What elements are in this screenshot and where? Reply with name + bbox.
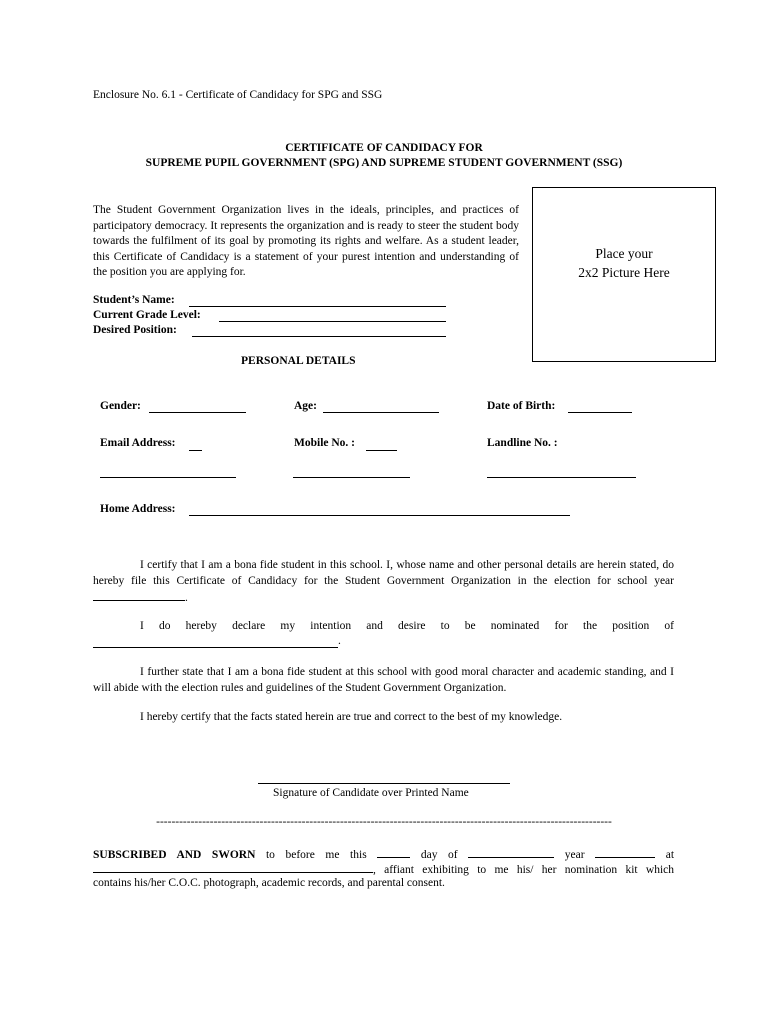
grade-level-label: Current Grade Level: (93, 309, 201, 321)
photo-box-line-2: 2x2 Picture Here (578, 265, 670, 280)
school-year-line[interactable] (93, 589, 185, 601)
further-paragraph: I further state that I am a bona fide student at this school with good moral character and academic standing, and I will abide with the election rules and guidelines of the Student Government Organization. (93, 666, 674, 694)
oath-month-line[interactable] (468, 846, 554, 858)
dob-line[interactable] (568, 412, 632, 413)
mobile-line[interactable] (293, 477, 410, 478)
position-period: . (338, 635, 341, 647)
title-line-2: SUPREME PUPIL GOVERNMENT (SPG) AND SUPREME STUDENT GOVERNMENT (SSG) (145, 157, 623, 169)
position-line[interactable] (93, 647, 338, 648)
oath-to-before: to before me this (265, 849, 367, 861)
separator: ----------------------------------------------------------------------------------------------------------------------- (156, 816, 612, 828)
certify-text: I certify that I am a bona fide student in this school. I, whose name and other personal details are herein stated, do hereby file this Certificate of Candidacy for the Student Government Organization in the election for (93, 559, 674, 587)
student-name-line[interactable] (189, 306, 446, 307)
period: . (185, 592, 188, 604)
dob-label: Date of Birth: (487, 400, 556, 412)
email-line-short[interactable] (189, 450, 202, 451)
desired-position-label: Desired Position: (93, 324, 177, 336)
age-label: Age: (294, 400, 317, 412)
oath-day-of: day of (420, 849, 458, 861)
home-address-line[interactable] (189, 515, 570, 516)
enclosure-label: Enclosure No. 6.1 - Certificate of Candidacy for SPG and SSG (93, 89, 383, 101)
mobile-line-short[interactable] (366, 450, 397, 451)
school-year-label: school year (617, 574, 674, 587)
oath-line-3: contains his/her C.O.C. photograph, academic records, and parental consent. (93, 877, 445, 889)
gender-label: Gender: (100, 400, 141, 412)
intro-paragraph: The Student Government Organization lives in the ideals, principles, and practices of participatory democracy. It represents the organization and is ready to steer the student body towards the fulfilment of its goal by promoting its rights and welfare. As a student leader, this Certificate of Candidacy is a statement of your purest intention and understanding of the position you are applying for. (93, 204, 519, 278)
landline-line[interactable] (487, 477, 636, 478)
oath-affiant: , affiant exhibiting to me his/ her nomination kit which (373, 864, 674, 876)
mobile-label: Mobile No. : (294, 437, 356, 449)
email-label: Email Address: (100, 437, 176, 449)
certify-paragraph (93, 558, 674, 607)
hereby-paragraph: I hereby certify that the facts stated herein are true and correct to the best of my knowledge. (140, 711, 563, 723)
photo-box (532, 187, 716, 362)
declare-text: I do hereby declare my intention and desire to be nominated for the position of (140, 620, 674, 632)
oath-day-line[interactable] (377, 846, 410, 858)
oath-line-2 (93, 861, 674, 876)
personal-details-heading: PERSONAL DETAILS (241, 355, 356, 367)
oath-place-line[interactable] (93, 861, 373, 873)
oath-at: at (665, 849, 675, 861)
landline-label: Landline No. : (487, 437, 558, 449)
signature-caption: Signature of Candidate over Printed Name (273, 787, 469, 799)
photo-box-line-1: Place your (595, 246, 653, 261)
desired-position-line[interactable] (192, 336, 446, 337)
email-line[interactable] (100, 477, 236, 478)
grade-level-line[interactable] (219, 321, 446, 322)
oath-line-1 (93, 846, 674, 861)
gender-line[interactable] (149, 412, 246, 413)
title-line-1: CERTIFICATE OF CANDIDACY FOR (285, 142, 483, 154)
oath-year: year (564, 849, 585, 861)
oath-year-line[interactable] (595, 846, 655, 858)
home-address-label: Home Address: (100, 503, 176, 515)
oath-bold: SUBSCRIBED AND SWORN (93, 849, 256, 861)
student-name-label: Student’s Name: (93, 294, 175, 306)
signature-line[interactable] (258, 783, 510, 784)
age-line[interactable] (323, 412, 439, 413)
